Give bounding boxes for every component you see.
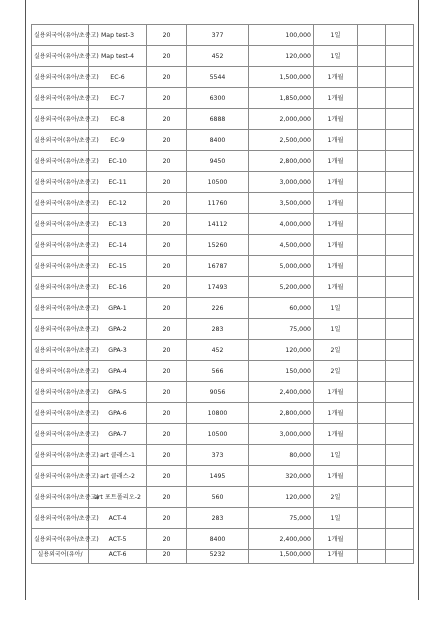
category-cell: 실용외국어(유아/초중고) (32, 130, 89, 151)
price-cell: 2,000,000 (249, 109, 314, 130)
period-cell: 1개월 (314, 109, 358, 130)
category-cell: 실용외국어(유아/초중고) (32, 361, 89, 382)
code-cell: 5232 (187, 550, 249, 564)
price-cell: 2,400,000 (249, 382, 314, 403)
price-cell: 3,500,000 (249, 193, 314, 214)
period-cell: 1개월 (314, 235, 358, 256)
table-row (32, 382, 414, 403)
table-row (32, 130, 414, 151)
period-cell: 1개월 (314, 214, 358, 235)
price-cell: 4,500,000 (249, 235, 314, 256)
table-row (32, 88, 414, 109)
code-cell: 560 (187, 487, 249, 508)
blank-cell (358, 424, 386, 445)
code-cell: 452 (187, 46, 249, 67)
blank-cell (386, 88, 414, 109)
count-cell: 20 (147, 319, 187, 340)
code-cell: 283 (187, 319, 249, 340)
period-cell: 1개월 (314, 550, 358, 564)
code-cell: 10500 (187, 424, 249, 445)
category-cell: 실용외국어(유아/초중고) (32, 445, 89, 466)
price-cell: 5,000,000 (249, 256, 314, 277)
count-cell: 20 (147, 256, 187, 277)
course-name-cell: Map test-3 (89, 25, 147, 46)
table-row (32, 67, 414, 88)
blank-cell (358, 319, 386, 340)
table-row (32, 529, 414, 550)
count-cell: 20 (147, 298, 187, 319)
table-row (32, 256, 414, 277)
code-cell: 10500 (187, 172, 249, 193)
period-cell: 1일 (314, 46, 358, 67)
count-cell: 20 (147, 550, 187, 564)
count-cell: 20 (147, 466, 187, 487)
code-cell: 8400 (187, 130, 249, 151)
price-cell: 75,000 (249, 508, 314, 529)
table-row (32, 361, 414, 382)
course-name-cell: EC-11 (89, 172, 147, 193)
price-cell: 3,000,000 (249, 172, 314, 193)
blank-cell (386, 214, 414, 235)
table-row (32, 235, 414, 256)
category-cell: 실용외국어(유아/초중고) (32, 151, 89, 172)
category-cell: 실용외국어(유아/초중고) (32, 424, 89, 445)
category-cell: 실용외국어(유아/ (32, 550, 89, 564)
blank-cell (358, 130, 386, 151)
category-cell: 실용외국어(유아/초중고) (32, 508, 89, 529)
page-right-border (418, 0, 419, 600)
code-cell: 10800 (187, 403, 249, 424)
price-cell: 1,500,000 (249, 67, 314, 88)
blank-cell (358, 508, 386, 529)
course-name-cell: GPA-4 (89, 361, 147, 382)
blank-cell (386, 235, 414, 256)
price-cell: 2,800,000 (249, 151, 314, 172)
code-cell: 9450 (187, 151, 249, 172)
blank-cell (386, 403, 414, 424)
price-cell: 3,000,000 (249, 424, 314, 445)
category-cell: 실용외국어(유아/초중고) (32, 256, 89, 277)
code-cell: 377 (187, 25, 249, 46)
blank-cell (358, 298, 386, 319)
blank-cell (386, 361, 414, 382)
price-cell: 120,000 (249, 46, 314, 67)
table-row (32, 25, 414, 46)
code-cell: 17493 (187, 277, 249, 298)
category-cell: 실용외국어(유아/초중고) (32, 277, 89, 298)
course-name-cell: EC-15 (89, 256, 147, 277)
course-name-cell: EC-16 (89, 277, 147, 298)
course-name-cell: EC-14 (89, 235, 147, 256)
table-row (32, 466, 414, 487)
price-cell: 1,850,000 (249, 88, 314, 109)
blank-cell (358, 382, 386, 403)
blank-cell (358, 466, 386, 487)
category-cell: 실용외국어(유아/초중고) (32, 67, 89, 88)
category-cell: 실용외국어(유아/초중고) (32, 340, 89, 361)
blank-cell (386, 550, 414, 564)
period-cell: 1개월 (314, 277, 358, 298)
course-name-cell: art 포트폴리오-2 (89, 487, 147, 508)
period-cell: 1개월 (314, 529, 358, 550)
period-cell: 1개월 (314, 130, 358, 151)
table-row (32, 445, 414, 466)
count-cell: 20 (147, 46, 187, 67)
blank-cell (358, 109, 386, 130)
blank-cell (386, 46, 414, 67)
category-cell: 실용외국어(유아/초중고) (32, 319, 89, 340)
page-left-border (25, 0, 26, 600)
price-cell: 80,000 (249, 445, 314, 466)
category-cell: 실용외국어(유아/초중고) (32, 298, 89, 319)
table-body (32, 25, 414, 564)
code-cell: 566 (187, 361, 249, 382)
blank-cell (386, 277, 414, 298)
count-cell: 20 (147, 151, 187, 172)
blank-cell (386, 151, 414, 172)
category-cell: 실용외국어(유아/초중고) (32, 382, 89, 403)
course-name-cell: ACT-4 (89, 508, 147, 529)
blank-cell (358, 88, 386, 109)
count-cell: 20 (147, 109, 187, 130)
price-cell: 5,200,000 (249, 277, 314, 298)
period-cell: 1일 (314, 298, 358, 319)
count-cell: 20 (147, 25, 187, 46)
course-name-cell: GPA-1 (89, 298, 147, 319)
course-name-cell: GPA-2 (89, 319, 147, 340)
price-cell: 320,000 (249, 466, 314, 487)
count-cell: 20 (147, 193, 187, 214)
course-name-cell: art 클래스-1 (89, 445, 147, 466)
blank-cell (386, 424, 414, 445)
period-cell: 1개월 (314, 382, 358, 403)
code-cell: 226 (187, 298, 249, 319)
period-cell: 1일 (314, 508, 358, 529)
category-cell: 실용외국어(유아/초중고) (32, 25, 89, 46)
blank-cell (358, 550, 386, 564)
blank-cell (386, 298, 414, 319)
code-cell: 452 (187, 340, 249, 361)
blank-cell (358, 529, 386, 550)
table-row (32, 340, 414, 361)
table-row (32, 109, 414, 130)
price-cell: 2,500,000 (249, 130, 314, 151)
price-cell: 120,000 (249, 487, 314, 508)
blank-cell (386, 25, 414, 46)
price-cell: 1,500,000 (249, 550, 314, 564)
course-name-cell: Map test-4 (89, 46, 147, 67)
period-cell: 1개월 (314, 151, 358, 172)
blank-cell (358, 172, 386, 193)
blank-cell (386, 340, 414, 361)
count-cell: 20 (147, 361, 187, 382)
price-cell: 4,000,000 (249, 214, 314, 235)
period-cell: 1일 (314, 319, 358, 340)
category-cell: 실용외국어(유아/초중고) (32, 403, 89, 424)
period-cell: 2일 (314, 487, 358, 508)
price-cell: 150,000 (249, 361, 314, 382)
blank-cell (358, 403, 386, 424)
blank-cell (386, 508, 414, 529)
blank-cell (386, 382, 414, 403)
category-cell: 실용외국어(유아/초중고) (32, 529, 89, 550)
course-name-cell: ACT-5 (89, 529, 147, 550)
code-cell: 1495 (187, 466, 249, 487)
blank-cell (386, 109, 414, 130)
course-name-cell: GPA-3 (89, 340, 147, 361)
period-cell: 1개월 (314, 88, 358, 109)
blank-cell (358, 445, 386, 466)
price-cell: 2,400,000 (249, 529, 314, 550)
category-cell: 실용외국어(유아/초중고) (32, 235, 89, 256)
blank-cell (386, 445, 414, 466)
table-row (32, 487, 414, 508)
blank-cell (358, 214, 386, 235)
category-cell: 실용외국어(유아/초중고) (32, 214, 89, 235)
count-cell: 20 (147, 214, 187, 235)
table-row (32, 403, 414, 424)
code-cell: 15260 (187, 235, 249, 256)
blank-cell (358, 151, 386, 172)
table-row (32, 550, 414, 564)
count-cell: 20 (147, 340, 187, 361)
category-cell: 실용외국어(유아/초중고) (32, 88, 89, 109)
blank-cell (358, 340, 386, 361)
count-cell: 20 (147, 487, 187, 508)
course-name-cell: EC-6 (89, 67, 147, 88)
period-cell: 1일 (314, 445, 358, 466)
course-name-cell: EC-8 (89, 109, 147, 130)
course-name-cell: GPA-6 (89, 403, 147, 424)
count-cell: 20 (147, 130, 187, 151)
table-row (32, 424, 414, 445)
course-fee-table (31, 24, 414, 564)
table-row (32, 508, 414, 529)
category-cell: 실용외국어(유아/초중고) (32, 193, 89, 214)
blank-cell (358, 277, 386, 298)
period-cell: 1개월 (314, 256, 358, 277)
table-row (32, 172, 414, 193)
count-cell: 20 (147, 403, 187, 424)
price-cell: 100,000 (249, 25, 314, 46)
category-cell: 실용외국어(유아/초중고) (32, 172, 89, 193)
period-cell: 1개월 (314, 172, 358, 193)
blank-cell (386, 130, 414, 151)
count-cell: 20 (147, 508, 187, 529)
code-cell: 8400 (187, 529, 249, 550)
course-name-cell: EC-7 (89, 88, 147, 109)
price-cell: 60,000 (249, 298, 314, 319)
blank-cell (358, 193, 386, 214)
count-cell: 20 (147, 529, 187, 550)
blank-cell (386, 67, 414, 88)
count-cell: 20 (147, 382, 187, 403)
category-cell: 실용외국어(유아/초중고) (32, 466, 89, 487)
code-cell: 373 (187, 445, 249, 466)
blank-cell (358, 46, 386, 67)
table-row (32, 151, 414, 172)
blank-cell (386, 256, 414, 277)
blank-cell (386, 487, 414, 508)
code-cell: 9056 (187, 382, 249, 403)
period-cell: 1일 (314, 25, 358, 46)
course-name-cell: EC-10 (89, 151, 147, 172)
course-name-cell: art 클래스-2 (89, 466, 147, 487)
course-name-cell: EC-9 (89, 130, 147, 151)
category-cell: 실용외국어(유아/초중고) (32, 487, 89, 508)
period-cell: 2일 (314, 340, 358, 361)
category-cell: 실용외국어(유아/초중고) (32, 109, 89, 130)
code-cell: 6300 (187, 88, 249, 109)
course-name-cell: EC-13 (89, 214, 147, 235)
blank-cell (386, 529, 414, 550)
price-cell: 75,000 (249, 319, 314, 340)
period-cell: 1개월 (314, 403, 358, 424)
period-cell: 1개월 (314, 424, 358, 445)
course-name-cell: ACT-6 (89, 550, 147, 564)
course-name-cell: EC-12 (89, 193, 147, 214)
code-cell: 6888 (187, 109, 249, 130)
blank-cell (358, 487, 386, 508)
period-cell: 1개월 (314, 67, 358, 88)
count-cell: 20 (147, 235, 187, 256)
blank-cell (386, 172, 414, 193)
period-cell: 2일 (314, 361, 358, 382)
price-cell: 2,800,000 (249, 403, 314, 424)
table-row (32, 193, 414, 214)
blank-cell (358, 25, 386, 46)
course-name-cell: GPA-7 (89, 424, 147, 445)
blank-cell (358, 256, 386, 277)
table-row (32, 277, 414, 298)
table-row (32, 214, 414, 235)
blank-cell (386, 319, 414, 340)
count-cell: 20 (147, 88, 187, 109)
price-cell: 120,000 (249, 340, 314, 361)
period-cell: 1개월 (314, 193, 358, 214)
table-row (32, 46, 414, 67)
count-cell: 20 (147, 67, 187, 88)
blank-cell (358, 67, 386, 88)
code-cell: 283 (187, 508, 249, 529)
code-cell: 16787 (187, 256, 249, 277)
blank-cell (386, 193, 414, 214)
blank-cell (358, 235, 386, 256)
count-cell: 20 (147, 277, 187, 298)
table-row (32, 298, 414, 319)
count-cell: 20 (147, 172, 187, 193)
blank-cell (386, 466, 414, 487)
count-cell: 20 (147, 424, 187, 445)
code-cell: 5544 (187, 67, 249, 88)
category-cell: 실용외국어(유아/초중고) (32, 46, 89, 67)
blank-cell (358, 361, 386, 382)
period-cell: 1개월 (314, 466, 358, 487)
course-name-cell: GPA-5 (89, 382, 147, 403)
table-row (32, 319, 414, 340)
count-cell: 20 (147, 445, 187, 466)
code-cell: 14112 (187, 214, 249, 235)
code-cell: 11760 (187, 193, 249, 214)
